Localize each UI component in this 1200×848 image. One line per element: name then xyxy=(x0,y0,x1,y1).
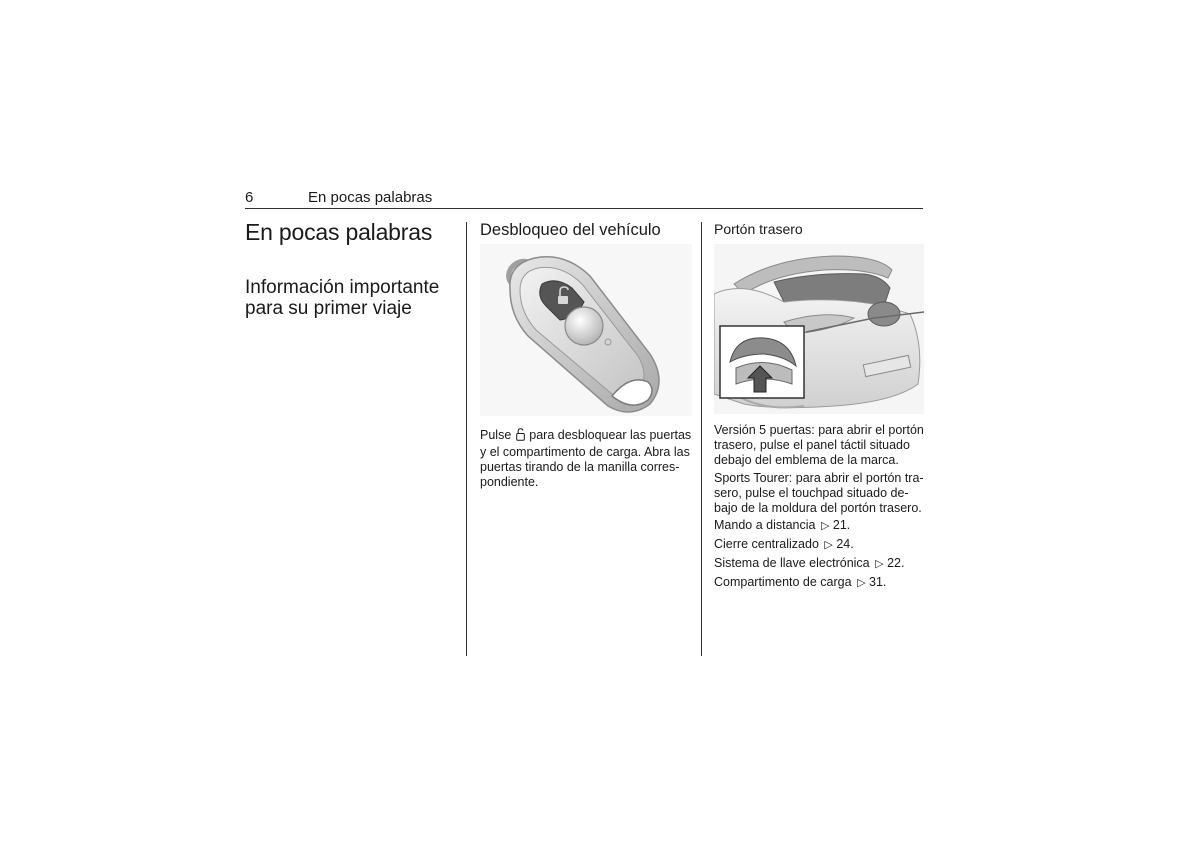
running-title: En pocas palabras xyxy=(308,189,433,206)
reference-page: 31. xyxy=(869,575,887,589)
five-door-paragraph: Versión 5 puertas: para abrir el portón trasero, pulse el panel táctil situado debajo del emblema de la marca. xyxy=(714,423,924,467)
reference-label: Sistema de llave electrónica xyxy=(714,556,870,570)
unlock-vehicle-heading: Desbloqueo del vehículo xyxy=(480,221,661,239)
section-title: Información importante para su primer viaje xyxy=(245,277,440,319)
reference-item xyxy=(714,537,926,553)
reference-page: 24. xyxy=(836,537,854,551)
page-reference-arrow-icon: ▷ xyxy=(857,577,866,589)
remote-key-icon xyxy=(480,244,692,416)
reference-page: 22. xyxy=(887,556,905,570)
page-number: 6 xyxy=(245,189,254,206)
sports-tourer-paragraph: Sports Tourer: para abrir el portón tra- sero, pulse el touchpad situado de- bajo de la moldura del portón trasero. xyxy=(714,471,924,515)
reference-label: Mando a distancia xyxy=(714,518,816,532)
unlock-icon xyxy=(516,428,525,445)
column-divider-2 xyxy=(701,222,702,656)
page-reference-arrow-icon: ▷ xyxy=(820,520,830,532)
tailgate-heading: Portón trasero xyxy=(714,221,803,237)
unlock-instructions xyxy=(480,428,692,490)
unlock-text-after: para desbloquear las puertas y el compartimento de carga. Abra las puertas tirando de la manilla corres- pondiente. xyxy=(480,428,692,489)
reference-item xyxy=(714,575,926,591)
page-reference-arrow-icon: ▷ xyxy=(875,558,884,570)
car-tailgate-icon xyxy=(714,244,924,414)
reference-item xyxy=(714,556,926,572)
header-rule xyxy=(245,208,923,209)
page-reference-arrow-icon: ▷ xyxy=(824,539,833,551)
column-divider-1 xyxy=(466,222,467,656)
unlock-text-before: Pulse xyxy=(480,428,512,442)
reference-item xyxy=(714,518,926,534)
reference-label: Compartimento de carga xyxy=(714,575,852,589)
chapter-title: En pocas palabras xyxy=(245,219,433,245)
reference-label: Cierre centralizado xyxy=(714,537,819,551)
reference-page: 21. xyxy=(832,518,851,532)
